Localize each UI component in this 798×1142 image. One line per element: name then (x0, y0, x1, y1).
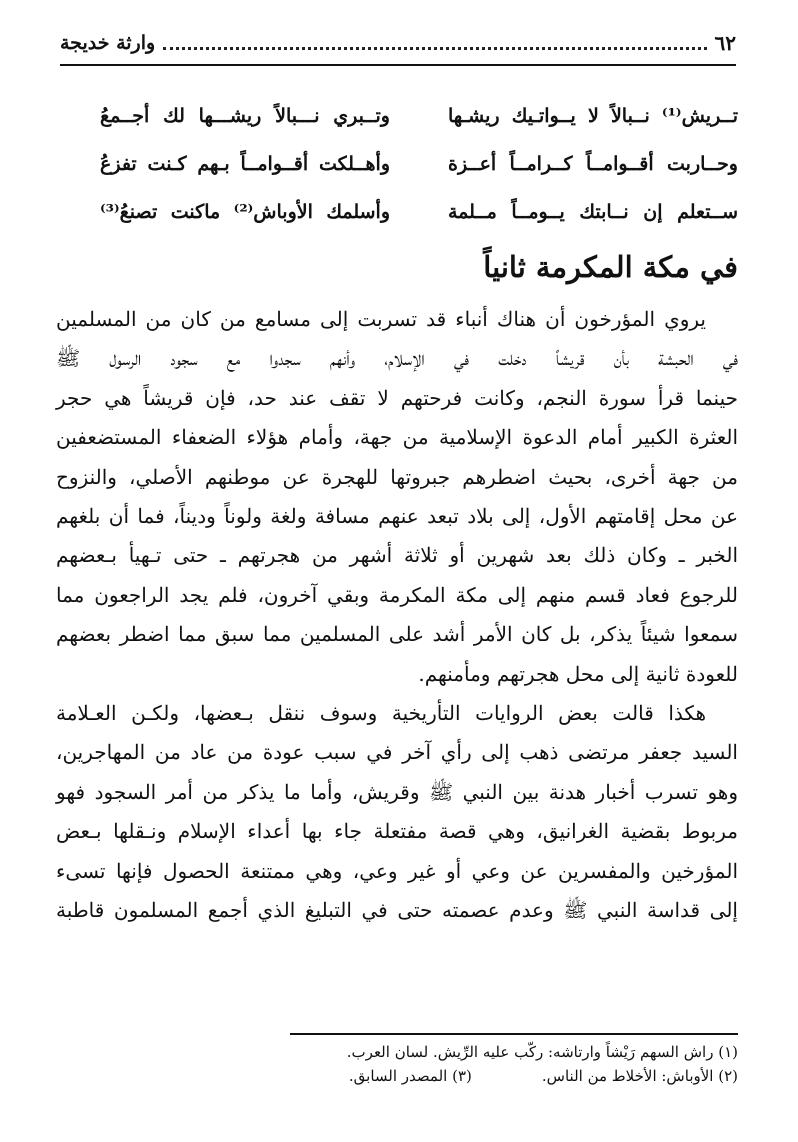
paragraph-line: حينما قرأ سورة النجم، وكانت فرحتهم لا تقف عند حد، فإن قريشاً هي حجر (56, 385, 738, 410)
paragraph-line: السيد جعفر مرتضى ذهب إلى رأي آخر في سبب عودة من عاد من المهاجرين، (56, 740, 738, 765)
paragraph-line: المؤرخين والمفسرين عن وعي أو غير وعي، وهي ممتنعة الحصول فإنها تسىء (56, 858, 738, 883)
page-number: ٦٢ (714, 31, 736, 55)
paragraph-line: من جهة أخرى، بحيث اضطرهم جبروتها للهجرة عن موطنهم الأصلي، والنزوح (56, 464, 738, 489)
paragraph-line: في الحبشة بأن قريشاً دخلت في الإسلام، وأنهم سجدوا مع سجود الرسول ﷺ (56, 346, 738, 371)
paragraph-line: مربوط بقضية الغرانيق، وهي قصة مفتعلة جاء بها أعداء الإسلام ونـقلها بـعض (56, 819, 738, 844)
paragraph-line: سمعوا شيئاً يذكر، بل كان الأمر أشد على المسلمين مما سبق مما اضطر بعضهم (56, 622, 738, 647)
paragraph-line: وهو تسرب أخبار هدنة بين النبي ﷺ وقريش، وأما ما يذكر من أمر السجود فهو (56, 779, 738, 804)
paragraph-line: للعودة ثانية إلى محل هجرتهم ومأمنهم. (418, 661, 738, 686)
body-text (56, 300, 738, 931)
paragraph-line: للرجوع فعاد قسم منهم إلى مكة المكرمة وبقي آخرون، فلم يجد الراجعون مما (56, 582, 738, 607)
paragraph-line: عن محل إقامتهم الأول، إلى بلاد تبعد عنهم مسافة ولغة ولوناً وديناً، فما أن بلغهم (56, 504, 738, 529)
footnote-3: (٣) المصدر السابق. (348, 1067, 472, 1085)
poem-verse (100, 153, 738, 201)
paragraph-line: يروي المؤرخون أن هناك أنباء قد تسربت إلى مسامع من كان من المسلمين (56, 307, 706, 331)
poem-first-hemistich: تــريش⁽¹⁾ نــبالاً لا يــواتـيك ريشـها (448, 105, 738, 127)
poem-second-hemistich: وتــبري نـــبالاً ريشـــها لك أجــمعُ (100, 105, 390, 127)
footnote-rule (290, 1033, 738, 1035)
footnote-row (100, 1064, 738, 1088)
paragraph (56, 300, 738, 694)
poem-second-hemistich: وأسلمك الأوباش⁽²⁾ ماكنت تصنعُ⁽³⁾ (100, 201, 391, 223)
poem-first-hemistich: وحــاربت أقــوامــاً كــرامــاً أعــزة (448, 153, 738, 175)
running-header (60, 28, 736, 58)
paragraph-line: هكذا قالت بعض الروايات التأريخية وسوف ننقل بـعضها، ولكـن العـلامة (56, 701, 706, 726)
section-heading: في مكة المكرمة ثانياً (483, 250, 738, 284)
footnotes (100, 1040, 738, 1088)
header-dot-leader (163, 47, 706, 50)
footnote-1: (١) راش السهم رَيْشاً وارتاشه: ركّب عليه الرِّيش. لسان العرب. (346, 1043, 738, 1061)
poem-first-hemistich: ســتعلم إن نــابتك يــومــاً مــلمة (448, 201, 738, 223)
poem (100, 105, 738, 249)
footnote-2: (٢) الأوباش: الأخلاط من الناس. (541, 1067, 738, 1085)
header-rule (60, 64, 736, 66)
paragraph-line: العثرة الكبير أمام الدعوة الإسلامية من جهة، وأمام هؤلاء الضعفاء المستضعفين (56, 425, 738, 450)
poem-verse (100, 201, 738, 249)
poem-second-hemistich: وأهــلكت أقــوامــاً بـهم كـنت تفزعُ (100, 153, 390, 175)
paragraph (56, 694, 738, 930)
paragraph-line: الخبر ـ وكان ذلك بعد شهرين أو ثلاثة أشهر من هجرتهم ـ حتى تـهيأ بـعضهم (56, 543, 738, 568)
paragraph-line: إلى قداسة النبي ﷺ وعدم عصمته حتى في التبليغ الذي أجمع المسلمون قاطبة (56, 898, 738, 923)
book-title: وارثة خديجة (60, 32, 156, 54)
poem-verse (100, 105, 738, 153)
